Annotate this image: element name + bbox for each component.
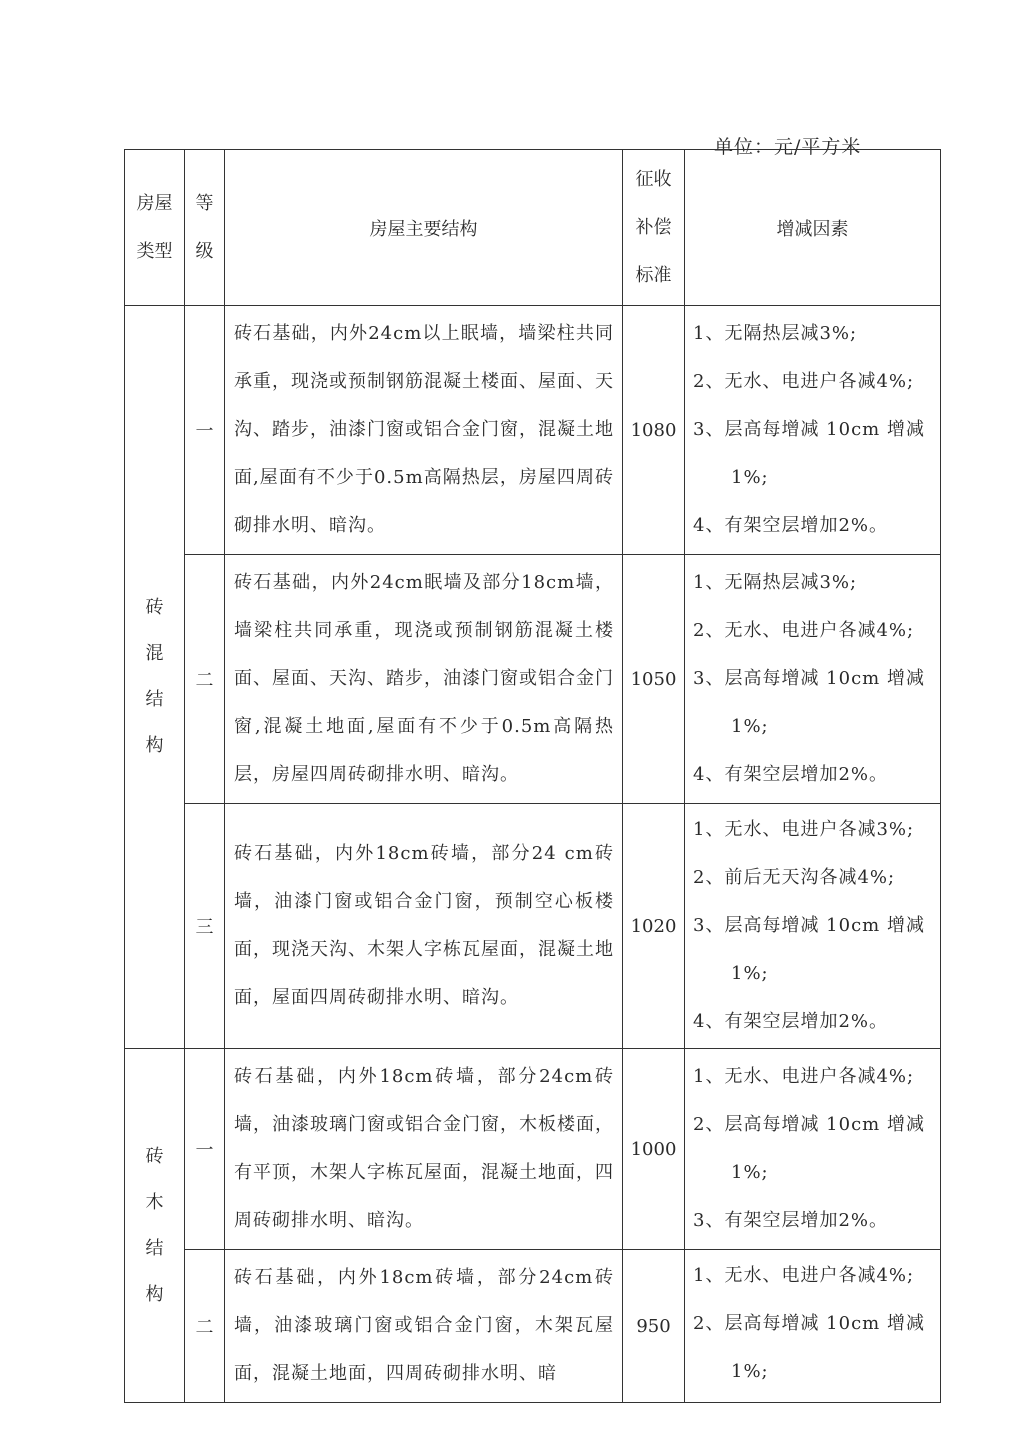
factors-cell	[685, 1250, 941, 1403]
header-type: 房屋 类型	[125, 150, 185, 306]
header-structure: 房屋主要结构	[225, 150, 623, 306]
factor-item: 2、无水、电进户各减4%;	[693, 371, 915, 392]
header-grade: 等 级	[185, 150, 225, 306]
factor-item: 2、层高每增减 10cm 增减	[693, 1114, 925, 1135]
type-cell-brick-wood: 砖 木 结 构	[125, 1049, 185, 1403]
factor-item: 1、无水、电进户各减4%;	[693, 1066, 915, 1087]
factor-item: 3、有架空层增加2%。	[693, 1210, 889, 1231]
structure-cell: 砖石基础，内外18cm砖墙，部分24cm砖墙，油漆玻璃门窗或铝合金门窗，木架瓦屋面，混凝土地面，四周砖砌排水明、暗	[225, 1250, 623, 1403]
grade-cell: 二	[185, 555, 225, 804]
factor-item: 3、层高每增减 10cm 增减	[693, 668, 925, 689]
grade-cell: 一	[185, 306, 225, 555]
unit-label: 单位：元/平方米	[714, 136, 862, 158]
factor-item: 3、层高每增减 10cm 增减	[693, 915, 925, 936]
factor-item: 3、层高每增减 10cm 增减	[693, 419, 925, 440]
price-cell: 1080	[623, 306, 685, 555]
factors-cell	[685, 306, 941, 555]
table-row	[125, 1049, 941, 1250]
grade-cell: 二	[185, 1250, 225, 1403]
factor-item: 1、无水、电进户各减3%;	[693, 819, 915, 840]
factor-item: 4、有架空层增加2%。	[693, 764, 889, 785]
factors-cell	[685, 1049, 941, 1250]
factor-item: 1%;	[731, 716, 769, 737]
header-standard: 征收 补偿 标准	[623, 150, 685, 306]
compensation-table	[124, 149, 941, 1403]
factor-item: 2、前后无天沟各减4%;	[693, 867, 896, 888]
factor-item: 2、层高每增减 10cm 增减	[693, 1313, 925, 1334]
table-row	[125, 555, 941, 804]
factor-item: 1%;	[731, 1361, 769, 1382]
factor-item: 4、有架空层增加2%。	[693, 1011, 889, 1032]
factor-item: 1%;	[731, 1162, 769, 1183]
structure-cell: 砖石基础，内外18cm砖墙，部分24cm砖墙，油漆玻璃门窗或铝合金门窗，木板楼面，有平顶，木架人字栋瓦屋面，混凝土地面，四周砖砌排水明、暗沟。	[225, 1049, 623, 1250]
factors-cell	[685, 555, 941, 804]
table-row	[125, 306, 941, 555]
grade-cell: 一	[185, 1049, 225, 1250]
structure-cell: 砖石基础，内外24cm以上眠墙，墙梁柱共同承重，现浇或预制钢筋混凝土楼面、屋面、天沟、踏步，油漆门窗或铝合金门窗，混凝土地面,屋面有不少于0.5m高隔热层，房屋四周砖砌排水明、暗沟。	[225, 306, 623, 555]
factor-item: 2、无水、电进户各减4%;	[693, 620, 915, 641]
price-cell: 1020	[623, 804, 685, 1049]
price-cell: 1050	[623, 555, 685, 804]
price-cell: 950	[623, 1250, 685, 1403]
factor-item: 1、无隔热层减3%;	[693, 572, 858, 593]
factor-item: 1%;	[731, 963, 769, 984]
header-factors: 增减因素	[685, 150, 941, 306]
header-row	[125, 150, 941, 306]
table-row	[125, 804, 941, 1049]
table-row	[125, 1250, 941, 1403]
factor-item: 1、无隔热层减3%;	[693, 323, 858, 344]
factors-cell	[685, 804, 941, 1049]
factor-item: 4、有架空层增加2%。	[693, 515, 889, 536]
factor-item: 1、无水、电进户各减4%;	[693, 1265, 915, 1286]
type-cell-brick-concrete: 砖 混 结 构	[125, 306, 185, 1049]
price-cell: 1000	[623, 1049, 685, 1250]
structure-cell: 砖石基础，内外24cm眠墙及部分18cm墙，墙梁柱共同承重，现浇或预制钢筋混凝土楼面、屋面、天沟、踏步，油漆门窗或铝合金门窗,混凝土地面,屋面有不少于0.5m高隔热层，房屋四周砖砌排水明、暗沟。	[225, 555, 623, 804]
structure-cell: 砖石基础，内外18cm砖墙，部分24 cm砖墙，油漆门窗或铝合金门窗，预制空心板楼面，现浇天沟、木架人字栋瓦屋面，混凝土地面，屋面四周砖砌排水明、暗沟。	[225, 804, 623, 1049]
factor-item: 1%;	[731, 467, 769, 488]
grade-cell: 三	[185, 804, 225, 1049]
